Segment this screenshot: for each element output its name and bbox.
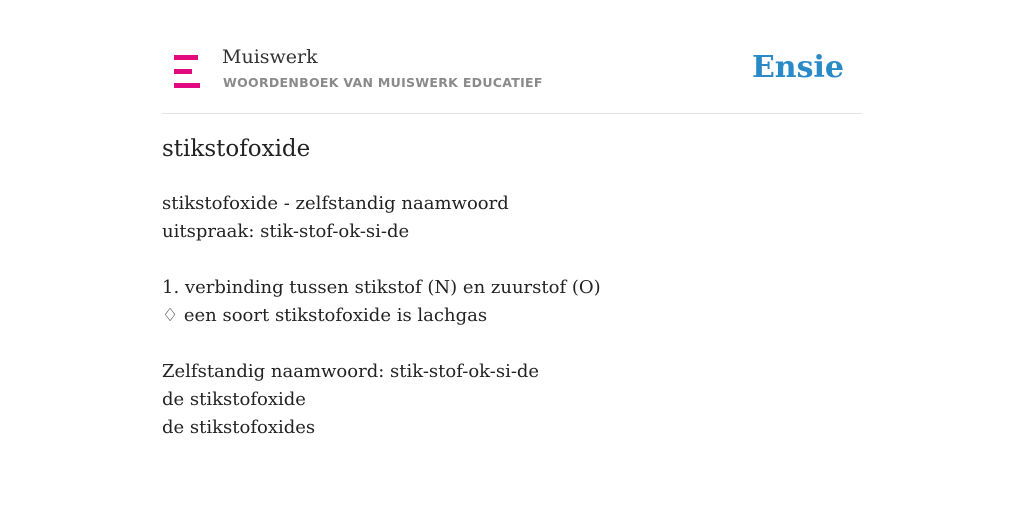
brand-name[interactable]: Muiswerk [222,46,318,68]
entry-title: stikstofoxide [162,136,311,162]
entry-line-pronunciation: uitspraak: stik-stof-ok-si-de [162,221,410,242]
entry-line-singular: de stikstofoxide [162,389,306,410]
entry-line-noun-hyphenation: Zelfstandig naamwoord: stik-stof-ok-si-de [162,361,540,382]
site-header [162,40,862,114]
brand-subtitle: WOORDENBOEK VAN MUISWERK EDUCATIEF [223,75,543,90]
entry-line-word-class: stikstofoxide - zelfstandig naamwoord [162,193,509,214]
muiswerk-logo-icon[interactable] [174,55,200,88]
entry-line-blank [162,330,601,358]
entry-line-blank [162,246,601,274]
ensie-logo[interactable]: Ensie [751,50,844,85]
entry-body [162,190,601,442]
entry-line-example: ♢ een soort stikstofoxide is lachgas [162,305,488,326]
entry-line-plural: de stikstofoxides [162,417,316,438]
entry-line-definition: 1. verbinding tussen stikstof (N) en zuurstof (O) [162,277,601,298]
